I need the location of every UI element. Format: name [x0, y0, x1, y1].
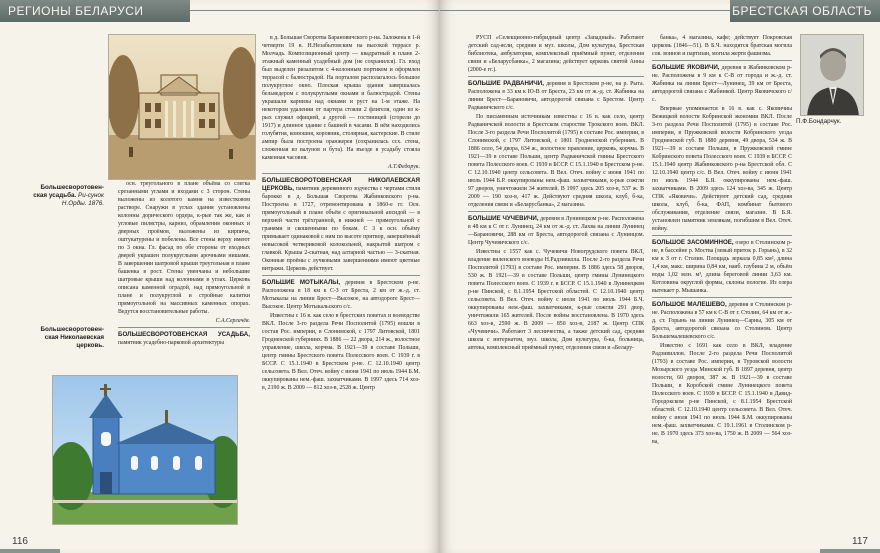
right-column-1 [468, 34, 644, 526]
paragraph: банка», 4 магазина, кафе; действует Покровская церковь (1846—51). В Б.Ч. находятся братская могила сов. воинов и партизан, могила жертв фашизма. [652, 35, 792, 57]
left-column-1 [118, 180, 250, 370]
header-rule [440, 10, 730, 11]
paragraph: осн. треугольного в плане объёма со слегка срезанными углами и входами с 3 сторон. Стены выложены из колотого камня на известковом растворе. Снаружи в углах здания установлены колонны дорического ордера, к-рые так же, как и угловые пилястры, карниз, обрамления оконных и дверных проёмов, выложены из кирпича, оштукатурены и побелены. Все стены верху имеют по 3 окна. Гл. фасад по обе стороны от входных дверей украшен полукруглыми арочными нишами. В завершении шатровой крыши треугольная в плане башенка в рост. Стены увенчаны и небольшие шатровые крыши над колоннами в углах. Церковь описана каменной оградой, над прямоугольной в плане и полукруглой и стройные калитки прямоугольной на массивных каменных опорах. Ведутся восстановительные работы. [118, 181, 250, 315]
folio-bar [0, 549, 60, 553]
rule [652, 235, 792, 236]
header-rule [190, 10, 439, 11]
right-column-2 [652, 34, 792, 526]
portrait-photo-image [800, 34, 864, 116]
entry-text: памятник деревянного зодчества с чертами стиля барокко в д. Большая Своротва Жабинковского р-на. Построена в 1727, отремонтирована в 1860-е гг. Осн. прямоугольный в плане объём с оригинальной апсидой — в верхней части трёхгранной, в нижней — прямоугольной с гранями и скошенными по бокам. С 3 к осн. объёму примыкает одинаковой с ним по высоте притвор, завершённый невысокой четвериковой колокольней, накрытой шатром с главкой. Крыша 2-скатная, над алтарной частью — 3-скатная. Оконные проёмы с лучковыми завершениями имеют цветные витражи. Церковь действует. [262, 186, 420, 272]
paragraph: РУСП «Селекционно-гибридный центр «Западный». Работают детский сад-ясли, средняя и муз. школы, Дом культуры, Брестская библиотека, амбулатория, комплексный приёмный пункт, отделения связи и «Беларусбанка», 2 магазина; действует церковь святой Анны (2000-е гг.). [468, 35, 644, 73]
entry-title: БОЛЬШИЕ МОТЫКАЛЫ, [262, 279, 341, 286]
entry-title: БОЛЬШЕСВОРОТОВЕНСКАЯ УСАДЬБА, [118, 331, 250, 338]
author-signature: С.А.Сергачёв. [215, 318, 250, 324]
paragraph: Впервые упоминается в 16 в. как с. Яковичиы Вежицкой волости Кобринской экономии ВКЛ. После 3-го раздела Речи Посполитой (1795) в составе Рос. империи, в Пружковской волости Кобринского уезда Гродненской губ. В 1880 деревня, 49 двора, 534 ж. В 1921—39 в составе Польши, в Пружковской гмине Кобринского повета Полесского воев. С 1939 в БССР. С 15.1.1940 центр Жабинковского р-на Брестской обл. С 12.10.1940 центр с/с. В Вел. Отеч. войну с июня 1941 по июль 1944 Б.Я. оккупированы нем.-фаш. захватчиками. В 2009 здесь 124 хоз-ва, 345 ж. Центр СПК «Яковичи». Действуют детский сад, средняя школа, клуб, б-ка, ФАП, комбинат бытового обслуживания, отделение связи, магазин. В Б.Я. установлен памятник землякам, погибшим в Вел. Отеч. войну. [652, 106, 792, 232]
entry-text: деревня в Жабинковском р-не. Расположена в 9 км к С-В от города и ж.-д. ст. Жабинка на линии Брест—Лунинец, 39 км от Бреста, автодорогой связана с Жабинкой. Центр Яковичского с/с. [652, 65, 792, 103]
paragraph: Известны с 16 в. как село в брестских поветах и воеводстве ВКЛ. После 3-го раздела Речи Посполитой (1795) вошли в состав Рос. империи, в Слонимской, с 1797 Литовской, 1801 Гродненской губерниях. В 1886 — 22 двора, 214 ж., волостное управление, школа, корчма. В 1921—39 в составе Польши, центр гмины Брестского повета Полесского воев. С 1939 г. в БССР. С 15.1.1940 в Брестском р-не. С 12.10.1940 центр сельсовета. В Вел. Отеч. войну с июня 1941 по июль 1944 Б.М. оккупированы нем.-фаш. захватчиками. В 1997 здесь 714 хоз-в, 2190 ж. В 2009 — 812 хоз-в, 2528 ж. Центр [262, 313, 420, 391]
entry-title: БОЛЬШОЕ ЗАСОМИННОЕ, [652, 239, 734, 246]
portrait-caption: П.Ф.Бондарчук. [796, 118, 842, 125]
paragraph: в д. Большая Своротва Барановичского р-на. Заложена в 1-й четверти 19 в. Н.Незабытовским на высокой террасе р. Молчадь. Композиционный центр — квадратный в плане 2-этажный каменный усадебный дом (не сохранился). Гл. вход был выделен ризалитом с 4-колонным портиком и оформлен террасой с балюстрадой. На порталом располагалось большое полукруглое окно. Плоская крыша здания завершалась бельведером с полукруглыми окнами и балюстрадой. Стены украшали карнизы над окнами и руст на 1-м этаже. На некотором удалении от партера стояли 2 флигеля, один из к-рых служил официей, а другой — гостиницей (сгорели до 1917) и длинное здание с башней в часами. В нём находились голубятня, конюшня, коровник, столярная, кастерские. В стиле ампир была построена оранжерея (сохранилась ссх. стена, сложенная из валунов и бута). На въезде в усадьбу стояла каменная часовня. [262, 35, 420, 161]
rule [652, 297, 792, 298]
left-column-2 [262, 34, 420, 526]
rule [652, 60, 792, 61]
caption-title: Большесворотовен-ская усадьба. [33, 184, 104, 199]
rule [118, 327, 250, 328]
manor-drawing-image [108, 34, 256, 180]
entry-text: памятник усадебно-парковой архитектуры [118, 340, 224, 346]
manor-drawing-caption [30, 184, 104, 208]
entry-title: БОЛЬШИЕ РАДВАНИЧИ, [468, 80, 544, 87]
page-number-right: 117 [852, 536, 868, 547]
entry-title: БОЛЬШОЕ МАЛЕШЕВО, [652, 301, 727, 308]
paragraph: Известно с 1691 как село в ВКЛ, владение Радзивиллов. После 2-го раздела Речи Посполитой (1793) в составе Рос. империи, в Туровской волости Мозырского уезда Минской губ. В 1897 деревня, центр волости, 60 дворов, 387 ж. В 1921—39 в составе Польши, в Коробской гмине Лунинецкого повета Полесского воев. С 1939 в БССР. С 15.1.1940 в Давид-Городокском р-не Пинской, с 8.1.1954 Брестской областей. С 12.10.1940 центр сельсовета. В Вел. Отеч. войну с июля 1941 по июль 1944 Б.М. оккупированы нем.-фаш. захватчиками. С 19.1.1961 в Столинском р-не. В 1970 здесь 373 хоз-ва, 1750 ж. В 2009 — 564 хоз-ва, [652, 343, 792, 445]
caption-detail: Ри-сунок Н.Орды. 1876. [61, 192, 104, 207]
rule [468, 76, 644, 77]
page-number-left: 116 [12, 536, 28, 547]
entry-title: БОЛЬШИЕ ЧУЧЕВИЧИ, [468, 215, 539, 222]
entry-text: озеро в Столинском р-не, в бассейне р. Моства (левый приток р. Горынь), в 32 км к З от г. Столин. Площадь зеркала 0,85 км², длина 1,4 км, макс. ширина 0,84 км, наиб. глубина 2 м, объём воды 1,02 млн. м³, длина береговой линии 3,63 км. Котловина округлой формы, склоны пологие. Из озера вытекает р. Мышанка. [652, 240, 792, 294]
rule [262, 275, 420, 276]
folio-bar [820, 549, 880, 553]
church-photo-image [52, 375, 238, 525]
caption-title: Большесворотовен-ская Николаевская церковь. [40, 326, 104, 349]
entry-text: деревня в Брестском р-не, на р. Рыта. Расположена в 33 км к Ю-В от Бреста, 23 км от ж.-д. ст. Жабинка на линии Брест—Барановичи, автодорогой связана с Брестом. Центр Радваничского с/с. [468, 81, 644, 111]
paragraph: По письменным источникам известны с 16 в. как село, центр Радваничской волости в Брестском старостве Трокского воев. ВКЛ. После 3-го раздела Речи Посполитой (1795) в составе Рос. империи, в Слонимской, с 1797 Литовской, с 1801 Гродненской губерниях. В 1886 село, 54 двора, 634 ж., волостное правление, церковь, корчма. В 1921—39 в составе Польши, центр Радваничской гмины Брестского повета Полесского воев. С 1939 в БССР. С 15.1.1940 в Брестском р-не. С 12.10.1940 центр сельсовета. В Вел. Отеч. войну с июня 1941 по июль 1944 Б.Р. оккупированы нем.-фаш. захватчиками, к-рые сожгли 97 дворов, уничтожили 34 жителей. В 1997 здесь 205 хоз-в, 537 ж. В 2009 — 190 хоз-в, 417 ж. Действуют средняя школа, клуб, б-ка, отделения связи и «Беларусбанка», 2 магазина. [468, 114, 644, 208]
running-header-left: РЕГИОНЫ БЕЛАРУСИ [0, 0, 190, 22]
entry-text: деревня в Столинском р-не. Расположена в 57 км к С-В от г. Столин, 64 км от ж.-д. ст. Горынь на линии Лунинец—Сарны, 305 км от Бреста, автодорогой связана со Столином. Центр Большемалешевского с/с. [652, 302, 792, 340]
right-page [440, 0, 880, 553]
entry-text: деревня в Лунинецком р-не. Расположена в 48 км к С от г. Лунинец, 24 км от ж.-д. ст. Лахва на линии Лунинец—Барановичи, 288 км от Бреста, автодорогой связана с Лунинцом. Центр Чучевичского с/с. [468, 216, 644, 246]
rule [468, 211, 644, 212]
entry-title: БОЛЬШИЕ ЯКОВИЧИ, [652, 64, 720, 71]
entry-text: деревня в Брестском р-не. Расположена в 18 км к С-З от Бреста, 2 км от ж.-д. ст. Мотыкалы на линии Брест—Высокое, на автодороге Брест—Высокое. Центр Мотыкальского с/с. [262, 280, 420, 310]
church-photo-caption [30, 326, 104, 350]
paragraph: Известны с 1557 как с. Чучевичи Новогрудского повета ВКЛ, владение виленского воеводы Н.Радзивилла. После 2-го раздела Речи Посполитой (1793) в составе Рос. империи. В 1886 здесь 58 дворов, 530 ж. В 1921—39 в составе Польши, центр гмины Лунинецкого повета Полесского воев. С 1939 г. в БССР. С 15.1.1940 в Лунинецком р-не Пинской, с 8.1.1954 Брестской областей. С 12.10.1940 центр сельсовета. В Вел. Отеч. войну с июля 1941 по июль 1944 Б.Ч. оккупированы нем.-фаш. захватчиками, к-рые сожгли 291 двор, уничтожили 165 жителей. После войны восстановлена. В 1970 здесь 663 хоз-в, 2590 ж. В 2009 — 850 хоз-в, 2187 ж. Центр СПК «Чучевичи». Работают 3 лесничества, а также детский сад, средняя школа с интернатом, муз. школа, Дом культуры, б-ка, больница, аптека, комплексный приёмный пункт, отделения связи и «Белару- [468, 249, 644, 351]
running-header-right: БРЕСТСКАЯ ОБЛАСТЬ [730, 0, 880, 22]
rule [262, 173, 420, 174]
author-signature: А.Т.Федорук. [387, 164, 420, 170]
entry-title: БОЛЬШЕСВОРОТОВЕНСКАЯ НИКОЛАЕВСКАЯ ЦЕРКОВЬ, [262, 177, 420, 192]
